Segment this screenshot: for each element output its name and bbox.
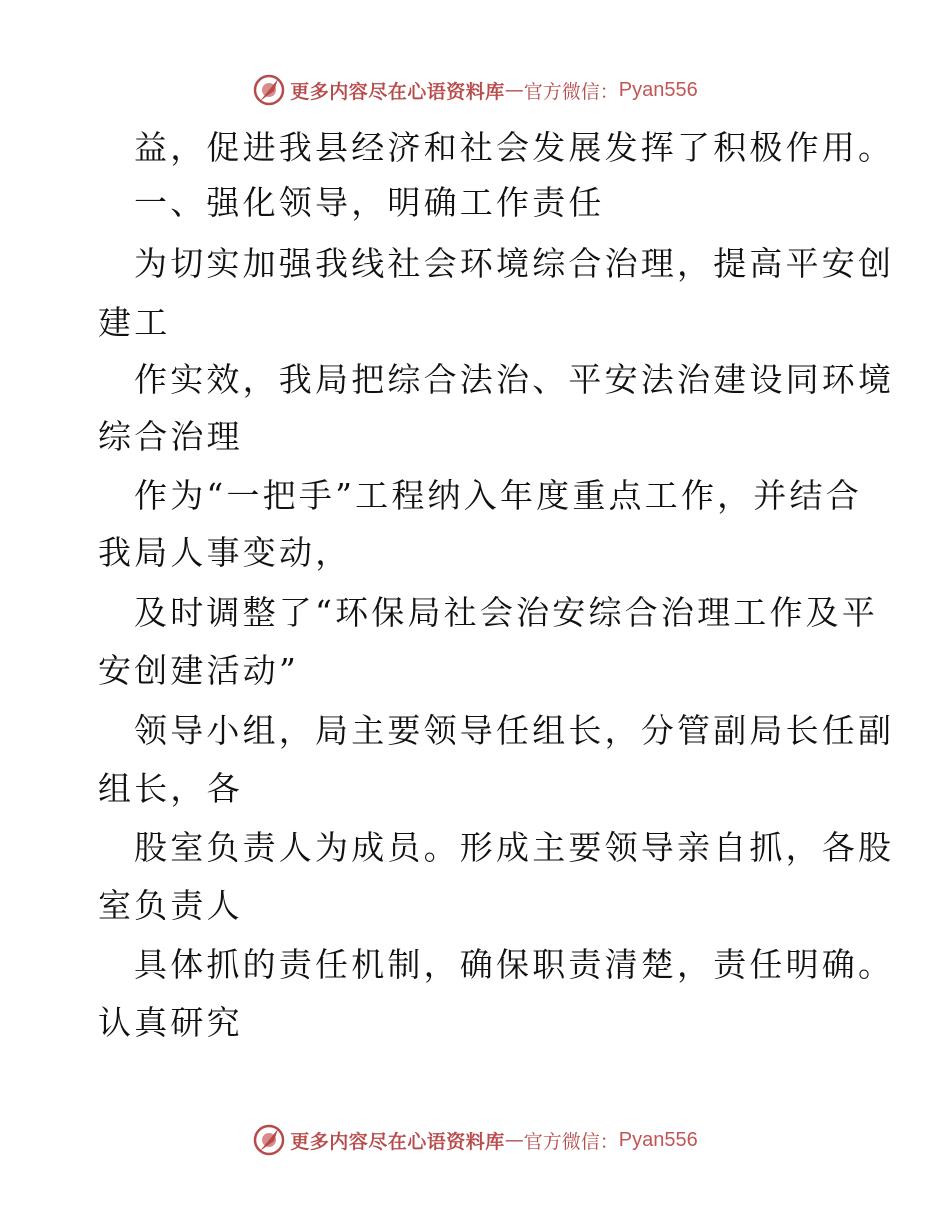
text-line: 建工 [98, 303, 171, 342]
footer-dash: — [504, 1129, 524, 1151]
header-dash: — [504, 79, 524, 101]
section-heading: 一、强化领导，明确工作责任 [134, 183, 605, 222]
text-line: 股室负责人为成员。形成主要领导亲自抓，各股 [134, 828, 895, 867]
footer-watermark [0, 1120, 950, 1160]
header-watermark [0, 70, 950, 110]
text-line: 作实效，我局把综合法治、平安法治建设同环境 [134, 360, 895, 399]
text-line: 为切实加强我线社会环境综合治理，提高平安创 [134, 244, 895, 283]
text-line: 认真研究 [98, 1003, 243, 1042]
header-brand-text: 更多内容尽在心语资料库 [290, 80, 505, 103]
text-line: 领导小组，局主要领导任组长，分管副局长任副 [134, 711, 895, 750]
footer-wechat-id: Pyan556 [618, 1128, 698, 1151]
text-line: 综合治理 [98, 417, 243, 456]
text-line: 益，促进我县经济和社会发展发挥了积极作用。 [134, 128, 895, 167]
text-line: 组长，各 [98, 769, 243, 808]
quill-logo-icon [252, 1123, 286, 1157]
quill-logo-icon [252, 73, 286, 107]
footer-official-label: 官方微信： [523, 1130, 619, 1153]
header-official-label: 官方微信： [523, 80, 619, 103]
text-line: 室负责人 [98, 886, 243, 925]
text-line: 作为“一把手”工程纳入年度重点工作，并结合 [134, 476, 862, 515]
text-line: 我局人事变动， [98, 533, 352, 572]
text-line: 具体抓的责任机制，确保职责清楚，责任明确。 [134, 945, 895, 984]
footer-brand-text: 更多内容尽在心语资料库 [290, 1130, 505, 1153]
text-line: 及时调整了“环保局社会治安综合治理工作及平 [134, 593, 879, 632]
header-wechat-id: Pyan556 [618, 78, 698, 101]
text-line: 安创建活动” [98, 651, 300, 690]
